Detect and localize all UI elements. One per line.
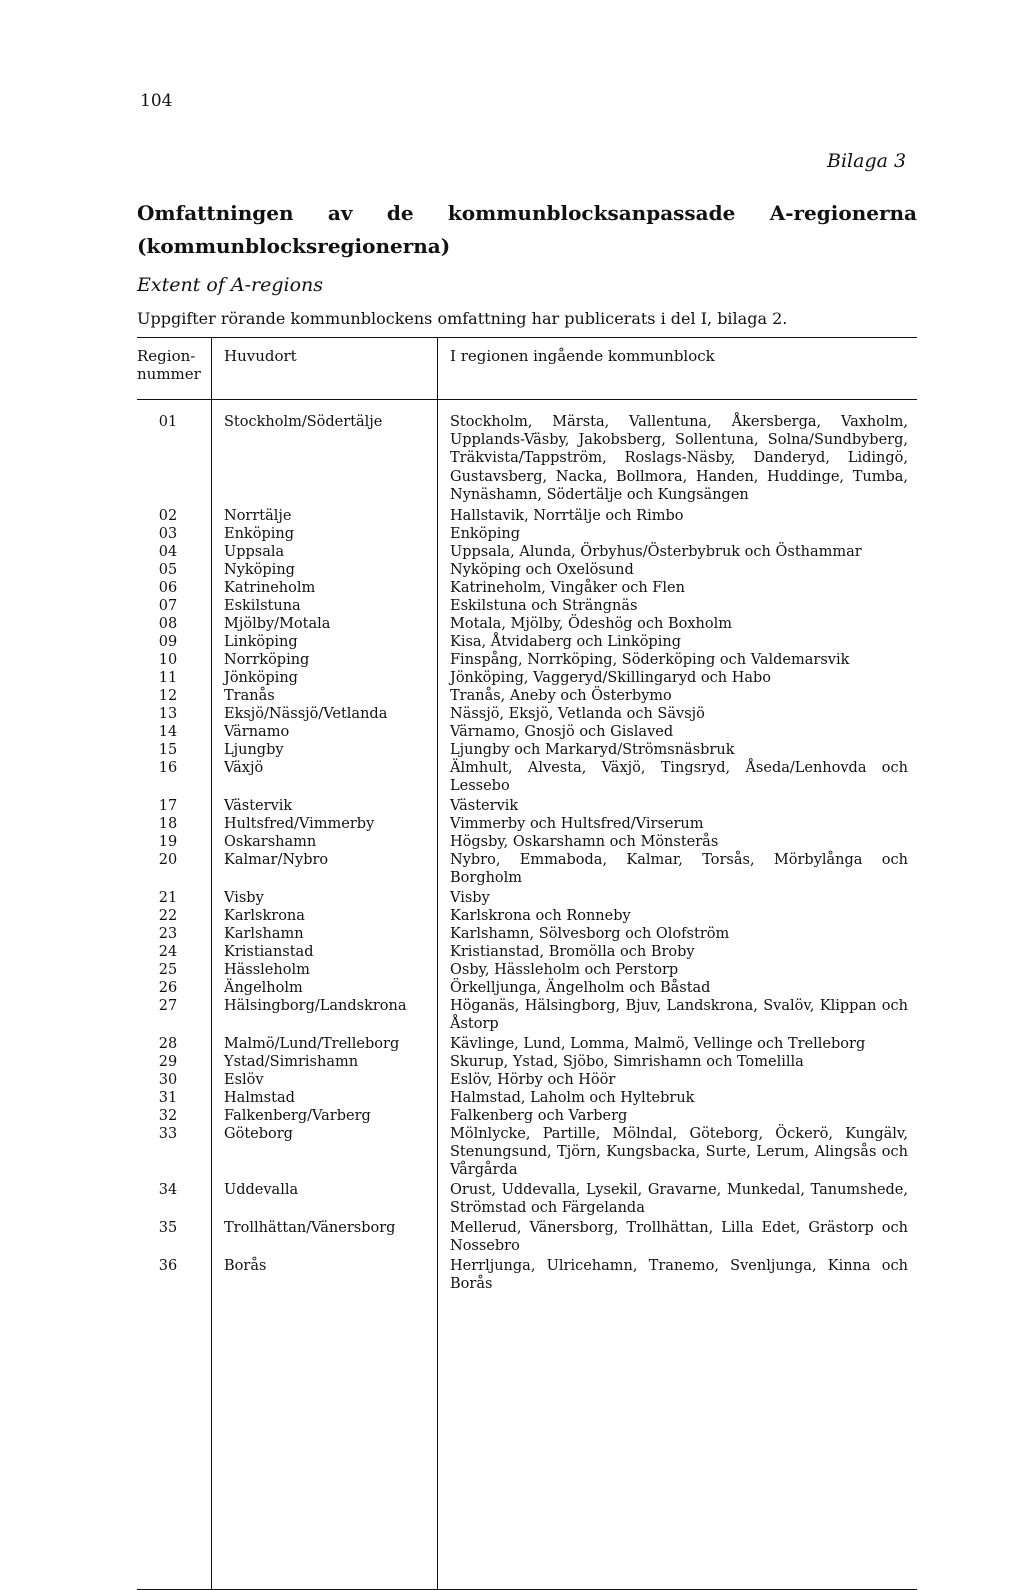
region-number-cell: 33	[158, 1126, 178, 1142]
blocks-cell: Motala, Mjölby, Ödeshög och Boxholm	[450, 616, 732, 632]
main-town-cell: Karlskrona	[224, 908, 305, 924]
main-town-cell: Karlshamn	[224, 926, 304, 942]
main-town-cell: Katrineholm	[224, 580, 316, 596]
region-number-cell: 24	[158, 944, 178, 960]
main-town-cell: Eksjö/Nässjö/Vetlanda	[224, 706, 388, 722]
main-town-cell: Ängelholm	[224, 980, 303, 996]
blocks-cell: Karlshamn, Sölvesborg och Olofström	[450, 926, 730, 942]
header-divider-1	[211, 337, 212, 399]
main-town-cell: Norrköping	[224, 652, 310, 668]
blocks-cell: Vimmerby och Hultsfred/Virserum	[450, 816, 704, 832]
region-number-cell: 34	[158, 1182, 178, 1198]
header-divider-2	[437, 337, 438, 399]
header-bottom-rule	[137, 399, 917, 400]
main-town-cell: Ljungby	[224, 742, 284, 758]
main-town-cell: Värnamo	[224, 724, 290, 740]
main-town-cell: Göteborg	[224, 1126, 293, 1142]
blocks-cell: Karlskrona och Ronneby	[450, 908, 631, 924]
blocks-cell: Högsby, Oskarshamn och Mönsterås	[450, 834, 719, 850]
title-english: Extent of A-regions	[137, 274, 324, 296]
region-number-cell: 27	[158, 998, 178, 1014]
main-town-cell: Falkenberg/Varberg	[224, 1108, 371, 1124]
region-number-cell: 05	[158, 562, 178, 578]
blocks-cell: Kisa, Åtvidaberg och Linköping	[450, 634, 681, 650]
main-town-cell: Tranås	[224, 688, 275, 704]
region-number-cell: 30	[158, 1072, 178, 1088]
main-town-cell: Oskarshamn	[224, 834, 317, 850]
region-number-cell: 03	[158, 526, 178, 542]
region-number-cell: 21	[158, 890, 178, 906]
main-town-cell: Visby	[224, 890, 264, 906]
publication-note: Uppgifter rörande kommunblockens omfattning har publicerats i del I, bilaga 2.	[137, 309, 788, 328]
main-town-cell: Ystad/Simrishamn	[224, 1054, 359, 1070]
blocks-cell: Mölnlycke, Partille, Mölndal, Göteborg, Öckerö, Kungälv, Stenungsund, Tjörn, Kungsbacka, Surte, Lerum, Alingsås och Vårgårda	[450, 1126, 908, 1179]
blocks-cell: Nybro, Emmaboda, Kalmar, Torsås, Mörbylånga och Borgholm	[450, 852, 908, 887]
header-region-number	[137, 347, 207, 383]
blocks-cell: Uppsala, Alunda, Örbyhus/Österbybruk och Östhammar	[450, 544, 862, 560]
header-main-town: Huvudort	[224, 347, 297, 365]
region-table	[137, 337, 917, 1293]
main-town-cell: Mjölby/Motala	[224, 616, 331, 632]
main-town-cell: Linköping	[224, 634, 298, 650]
region-number-cell: 02	[158, 508, 178, 524]
blocks-cell: Värnamo, Gnosjö och Gislaved	[450, 724, 674, 740]
blocks-cell: Nässjö, Eksjö, Vetlanda och Sävsjö	[450, 706, 705, 722]
blocks-cell: Eskilstuna och Strängnäs	[450, 598, 638, 614]
main-town-cell: Trollhättan/Vänersborg	[224, 1220, 396, 1236]
appendix-label: Bilaga 3	[827, 150, 907, 172]
main-town-cell: Borås	[224, 1258, 267, 1274]
main-town-cell: Kalmar/Nybro	[224, 852, 329, 868]
region-number-cell: 14	[158, 724, 178, 740]
region-number-cell: 25	[158, 962, 178, 978]
header-region-line1: Region-	[137, 347, 196, 365]
blocks-cell: Höganäs, Hälsingborg, Bjuv, Landskrona, Svalöv, Klippan och Åstorp	[450, 998, 908, 1033]
region-number-cell: 18	[158, 816, 178, 832]
blocks-cell: Västervik	[450, 798, 519, 814]
blocks-cell: Jönköping, Vaggeryd/Skillingaryd och Habo	[450, 670, 772, 686]
main-town-cell: Enköping	[224, 526, 294, 542]
main-town-cell: Hultsfred/Vimmerby	[224, 816, 375, 832]
region-number-cell: 04	[158, 544, 178, 560]
main-town-cell: Hälsingborg/Landskrona	[224, 998, 407, 1014]
main-town-cell: Jönköping	[224, 670, 298, 686]
blocks-cell: Älmhult, Alvesta, Växjö, Tingsryd, Åseda/Lenhovda och Lessebo	[450, 760, 908, 795]
blocks-cell: Stockholm, Märsta, Vallentuna, Åkersberga, Vaxholm, Upplands-Väsby, Jakobsberg, Sollentuna, Solna/Sundbyberg, Träkvista/Tappström, Roslags-Näsby, Danderyd, Lidingö, Gustavsberg, Nacka, Bollmora, Handen, Huddinge, Tumba, Nynäshamn, Södertälje och Kungsängen	[450, 414, 908, 503]
main-town-cell: Malmö/Lund/Trelleborg	[224, 1036, 400, 1052]
region-number-cell: 17	[158, 798, 178, 814]
page-number: 104	[140, 91, 173, 111]
blocks-cell: Kävlinge, Lund, Lomma, Malmö, Vellinge och Trelleborg	[450, 1036, 866, 1052]
region-number-cell: 35	[158, 1220, 178, 1236]
region-number-cell: 23	[158, 926, 178, 942]
region-number-cell: 09	[158, 634, 178, 650]
region-number-cell: 26	[158, 980, 178, 996]
main-town-cell: Uddevalla	[224, 1182, 299, 1198]
blocks-cell: Enköping	[450, 526, 520, 542]
blocks-cell: Osby, Hässleholm och Perstorp	[450, 962, 679, 978]
region-number-cell: 20	[158, 852, 178, 868]
main-town-cell: Kristianstad	[224, 944, 314, 960]
header-blocks: I regionen ingående kommunblock	[450, 347, 715, 365]
blocks-cell: Orust, Uddevalla, Lysekil, Gravarne, Munkedal, Tanumshede, Strömstad och Färgelanda	[450, 1182, 908, 1217]
region-number-cell: 08	[158, 616, 178, 632]
region-number-cell: 07	[158, 598, 178, 614]
main-town-cell: Norrtälje	[224, 508, 292, 524]
region-number-cell: 22	[158, 908, 178, 924]
blocks-cell: Halmstad, Laholm och Hyltebruk	[450, 1090, 695, 1106]
region-number-cell: 15	[158, 742, 178, 758]
main-town-cell: Västervik	[224, 798, 293, 814]
blocks-cell: Falkenberg och Varberg	[450, 1108, 628, 1124]
body-divider-1	[211, 399, 212, 1589]
region-number-cell: 16	[158, 760, 178, 776]
region-number-cell: 32	[158, 1108, 178, 1124]
main-town-cell: Eskilstuna	[224, 598, 301, 614]
main-town-cell: Eslöv	[224, 1072, 264, 1088]
blocks-cell: Örkelljunga, Ängelholm och Båstad	[450, 980, 711, 996]
main-town-cell: Hässleholm	[224, 962, 310, 978]
main-town-cell: Halmstad	[224, 1090, 295, 1106]
region-number-cell: 12	[158, 688, 178, 704]
blocks-cell: Kristianstad, Bromölla och Broby	[450, 944, 695, 960]
blocks-cell: Herrljunga, Ulricehamn, Tranemo, Svenljunga, Kinna och Borås	[450, 1258, 908, 1293]
region-number-cell: 06	[158, 580, 178, 596]
region-number-cell: 29	[158, 1054, 178, 1070]
region-number-cell: 01	[158, 414, 178, 430]
region-number-cell: 11	[158, 670, 178, 686]
main-town-cell: Stockholm/Södertälje	[224, 414, 383, 430]
region-number-cell: 10	[158, 652, 178, 668]
blocks-cell: Hallstavik, Norrtälje och Rimbo	[450, 508, 684, 524]
blocks-cell: Finspång, Norrköping, Söderköping och Valdemarsvik	[450, 652, 850, 668]
main-town-cell: Uppsala	[224, 544, 285, 560]
blocks-cell: Eslöv, Hörby och Höör	[450, 1072, 616, 1088]
region-number-cell: 13	[158, 706, 178, 722]
blocks-cell: Visby	[450, 890, 490, 906]
region-number-cell: 31	[158, 1090, 178, 1106]
header-region-line2: nummer	[137, 365, 201, 383]
blocks-cell: Katrineholm, Vingåker och Flen	[450, 580, 685, 596]
blocks-cell: Mellerud, Vänersborg, Trollhättan, Lilla Edet, Grästorp och Nossebro	[450, 1220, 908, 1255]
region-number-cell: 28	[158, 1036, 178, 1052]
region-number-cell: 19	[158, 834, 178, 850]
blocks-cell: Ljungby och Markaryd/Strömsnäsbruk	[450, 742, 735, 758]
region-number-cell: 36	[158, 1258, 178, 1274]
blocks-cell: Tranås, Aneby och Österbymo	[450, 688, 672, 704]
main-town-cell: Nyköping	[224, 562, 295, 578]
blocks-cell: Skurup, Ystad, Sjöbo, Simrishamn och Tomelilla	[450, 1054, 804, 1070]
blocks-cell: Nyköping och Oxelösund	[450, 562, 634, 578]
title-swedish: Omfattningen av de kommunblocksanpassade A-regionerna (kommunblocksregionerna)	[137, 201, 917, 258]
table-top-rule	[137, 337, 917, 338]
main-town-cell: Växjö	[224, 760, 264, 776]
